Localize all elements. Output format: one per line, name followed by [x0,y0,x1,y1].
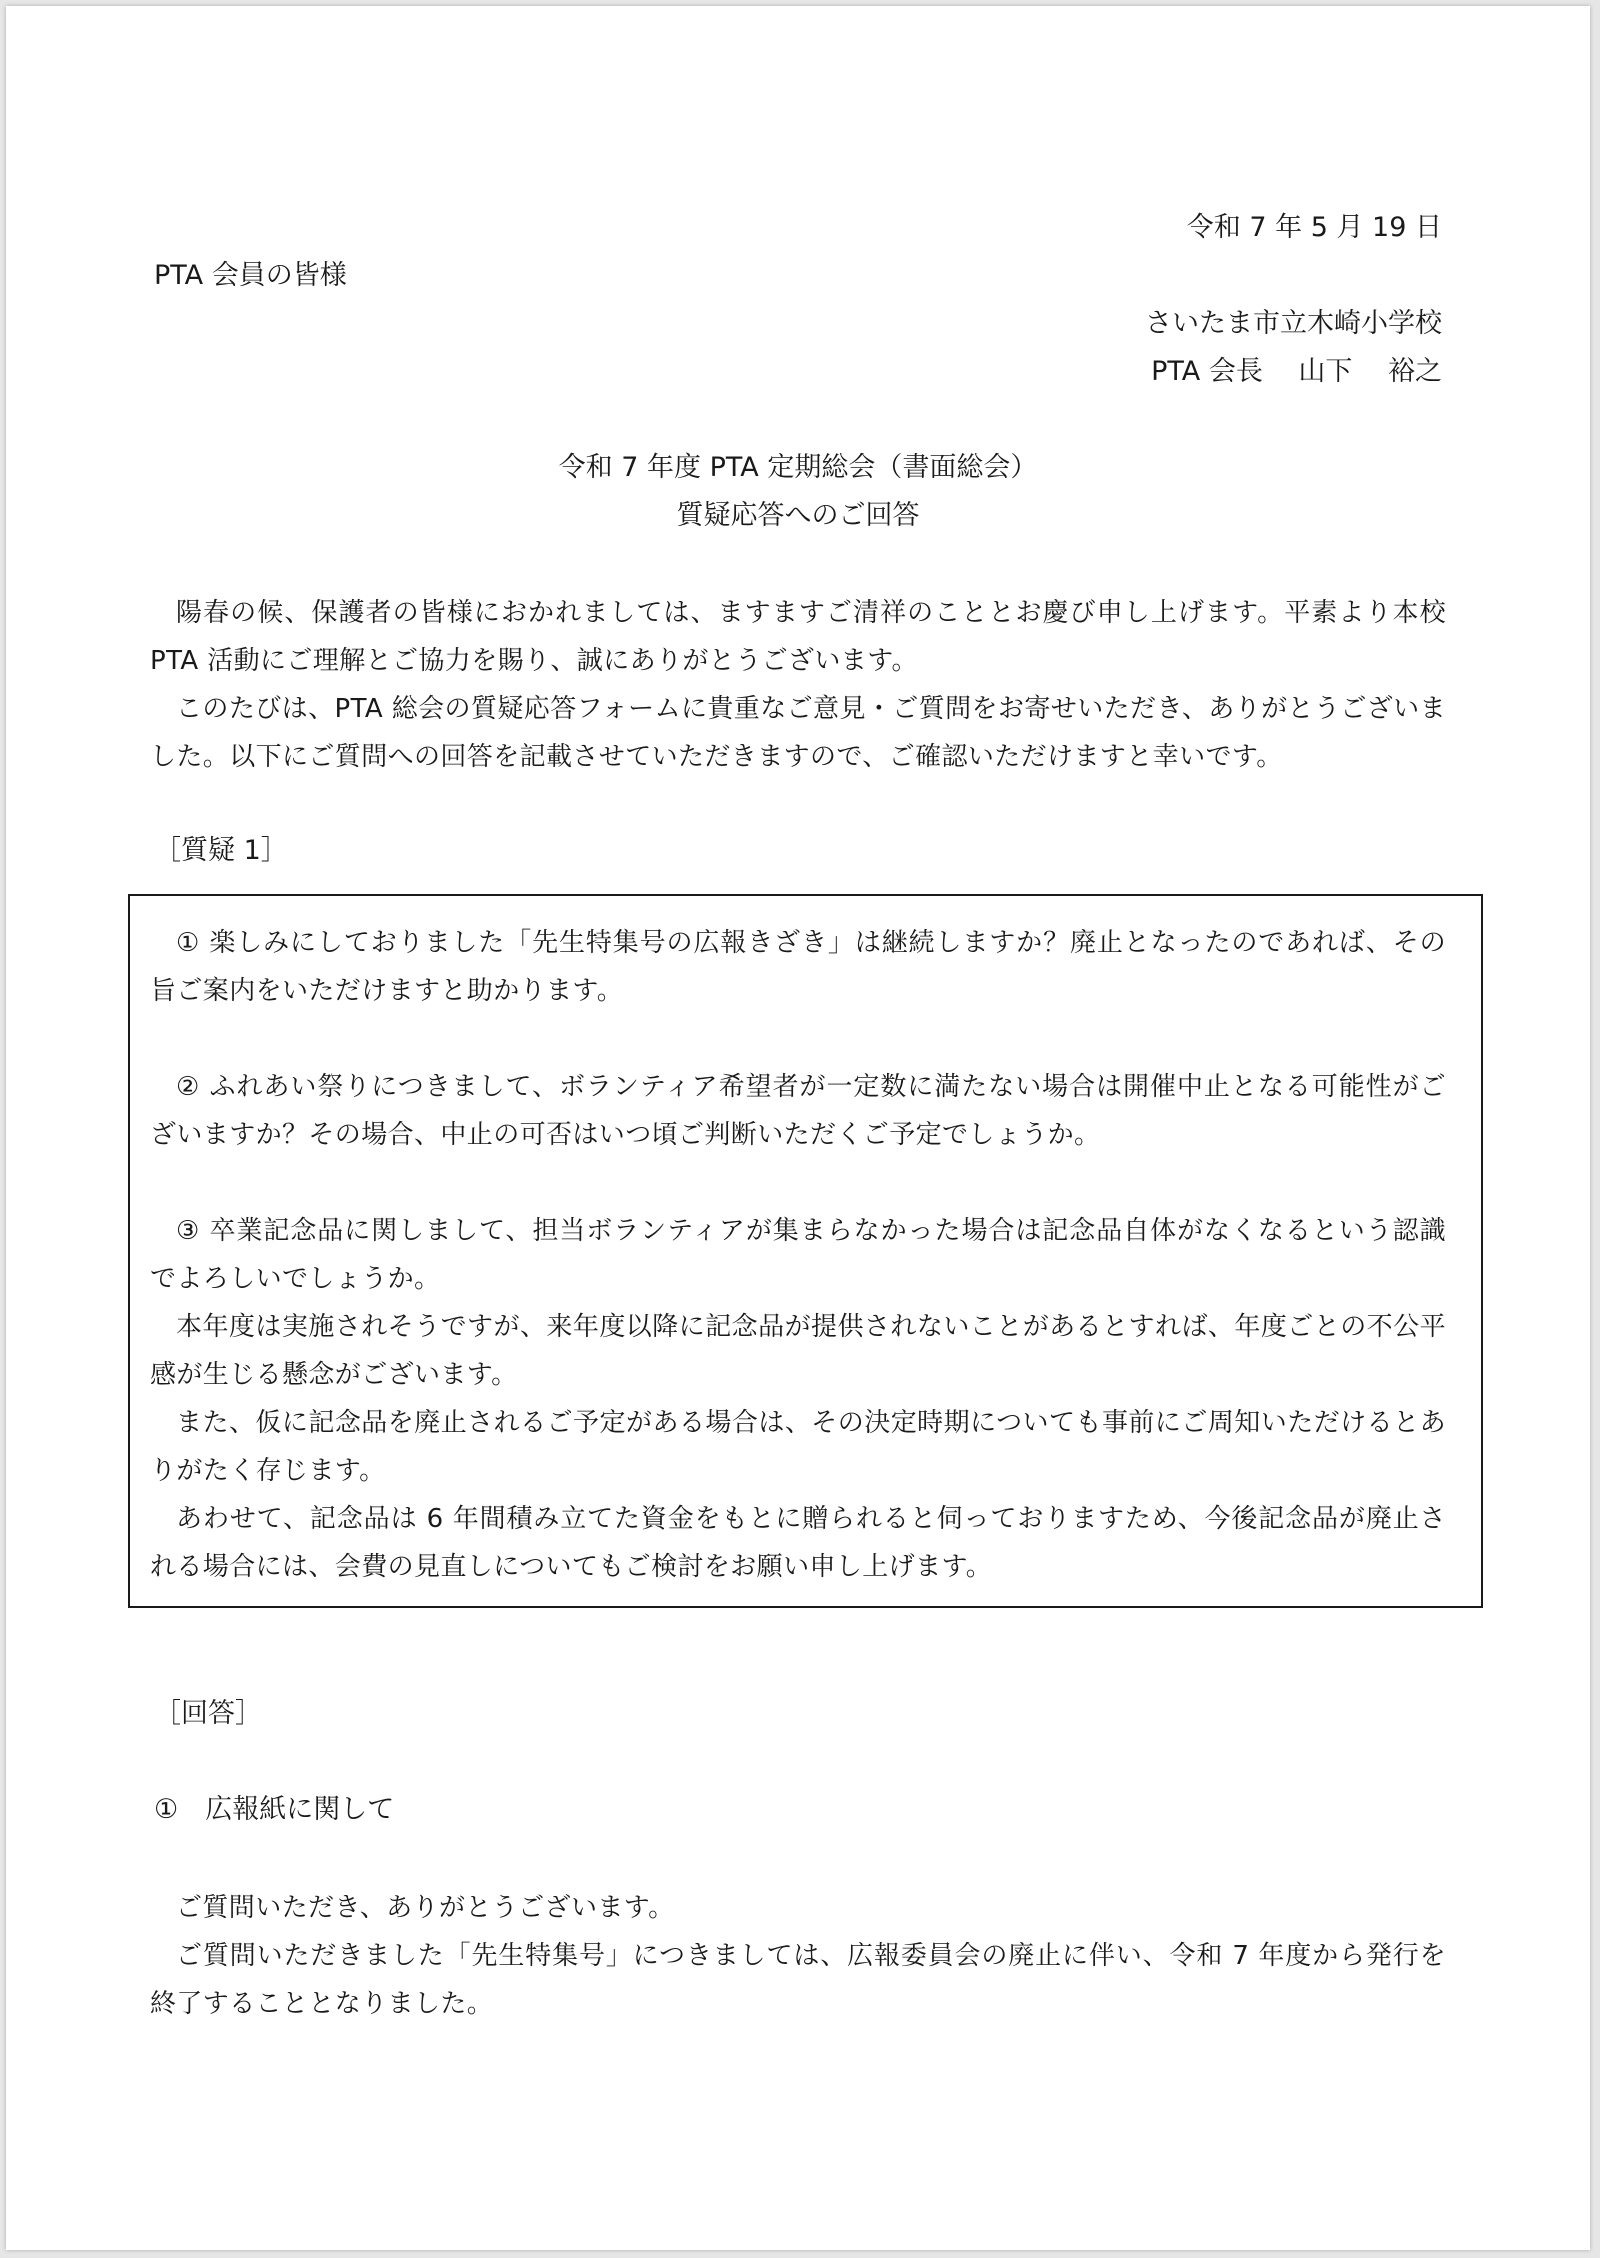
answer-heading: ① 広報紙に関して [154,1794,395,1825]
document-title: 令和 7 年度 PTA 定期総会（書面総会） [558,452,1038,483]
answer-text [150,1884,1446,2028]
document-page [6,6,1590,2250]
question-label: ［質疑 1］ [154,835,288,866]
answer-paragraph: ご質問いただき、ありがとうございます。 [176,1893,675,1923]
intro-paragraph: このたびは、PTA 総会の質疑応答フォームに貴重なご意見・ご質問をお寄せいただき、ありがとうございました。以下にご質問への回答を記載させていただきますので、ご確認いただけますと幸いです。 [150,694,1446,772]
document-subtitle: 質疑応答へのご回答 [676,500,920,531]
question-item-1: ① 楽しみにしておりました「先生特集号の広報きざき」は継続しますか？廃止となったのであれば、その旨ご案内をいただけますと助かります。 [150,928,1446,1006]
question-item-3: ③ 卒業記念品に関しまして、担当ボランティアが集まらなかった場合は記念品自体がなくなるという認識でよろしいでしょうか。 本年度は実施されそうですが、来年度以降に記念品が提供されないことがあるとすれば、年度ごとの不公平感が生じる懸念がございます。 また、仮に記念品を廃止されるご予定がある場合は、その決定時期についても事前にご周知いただけるとありがたく存じます。 あわせて、記念品は 6 年間積み立てた資金をもとに贈られると伺っておりますため、今後記念品が廃止される場合には、会費の見直しについてもご検討をお願い申し上げます。 [150,1216,1446,1582]
recipient: PTA 会員の皆様 [154,260,347,291]
question-box [128,894,1483,1608]
sender-name: PTA 会長 山下 裕之 [1151,356,1442,387]
intro-text [150,589,1446,781]
answer-paragraph: ご質問いただきました「先生特集号」につきましては、広報委員会の廃止に伴い、令和 7 年度から発行を終了することとなりました。 [150,1941,1446,2019]
answer-label: ［回答］ [154,1698,262,1729]
intro-paragraph: 陽春の候、保護者の皆様におかれましては、ますますご清祥のこととお慶び申し上げます。平素より本校 PTA 活動にご理解とご協力を賜り、誠にありがとうございます。 [150,598,1446,676]
document-date: 令和 7 年 5 月 19 日 [1186,212,1442,243]
question-item-2: ② ふれあい祭りにつきまして、ボランティア希望者が一定数に満たない場合は開催中止となる可能性がございますか？その場合、中止の可否はいつ頃ご判断いただくご予定でしょうか。 [150,1072,1446,1150]
sender-school: さいたま市立木崎小学校 [1145,308,1442,339]
